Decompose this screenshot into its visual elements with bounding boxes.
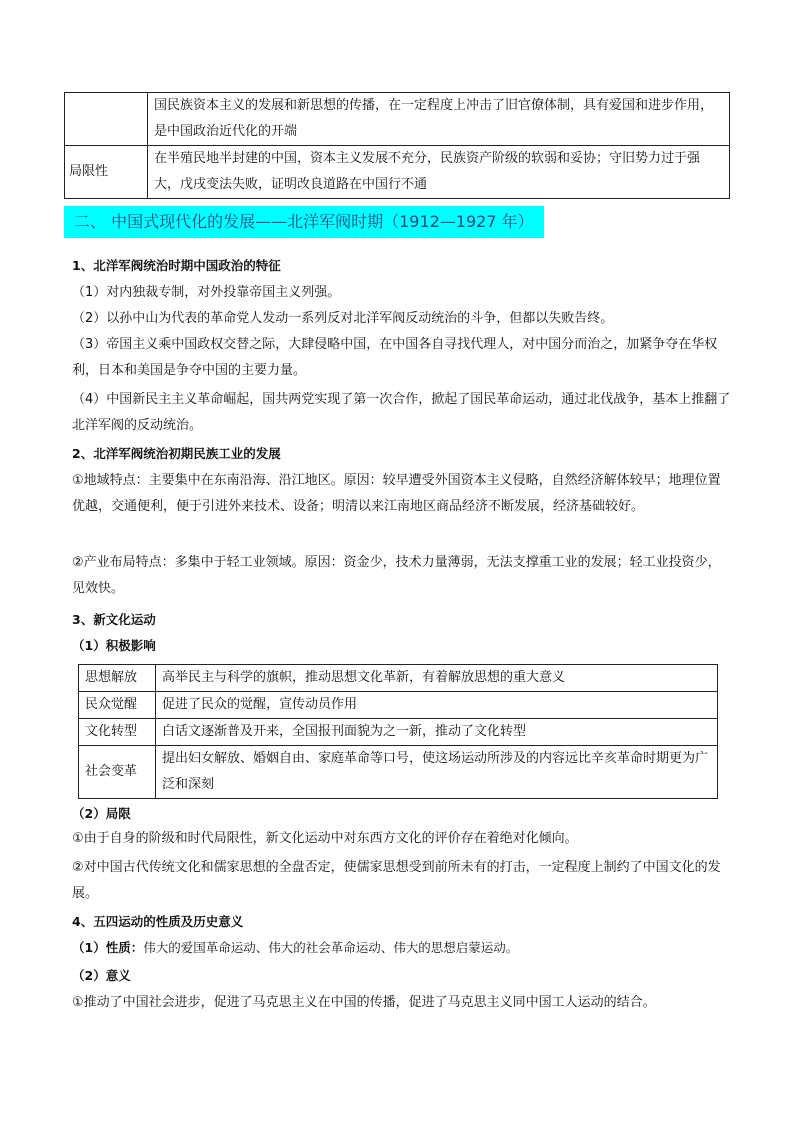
table-value-cell: 促进了民众的觉醒，宣传动员作用: [156, 692, 718, 719]
table-row: [65, 93, 730, 146]
nature-label: （1）性质：: [72, 940, 144, 955]
list-item: ②对中国古代传统文化和儒家思想的全盘否定，使儒家思想受到前所未有的打击，一定程度上制约了中国文化的发展。: [72, 860, 721, 901]
table-value-cell: 提出妇女解放、婚姻自由、家庭革命等口号，使这场运动所涉及的内容远比辛亥革命时期更为广泛和深刻: [156, 746, 718, 799]
table-row: [79, 746, 718, 799]
table-row: [79, 692, 718, 719]
table-key-cell: 局限性: [65, 146, 148, 199]
list-item: ①地域特点：主要集中在东南沿海、沿江地区。原因：较早遭受外国资本主义侵略，自然经济解体较早；地理位置优越，交通便利，便于引进外来技术、设备；明清以来江南地区商品经济不断发展，经济基础较好。: [72, 473, 721, 514]
list-item: （3）帝国主义乘中国政权交替之际，大肆侵略中国，在中国各自寻找代理人，对中国分而治之，加紧争夺在华权利，日本和美国是争夺中国的主要力量。: [72, 337, 718, 378]
table-row: [79, 719, 718, 746]
table-key-cell: 文化转型: [79, 719, 156, 746]
new-culture-impact-table: [78, 664, 718, 799]
subsection-title: 3、新文化运动: [72, 612, 156, 627]
section-heading: 二、 中国式现代化的发展——北洋军阀时期（1912—1927 年）: [64, 206, 544, 238]
list-item: ②产业布局特点：多集中于轻工业领域。原因：资金少，技术力量薄弱，无法支撑重工业的发展；轻工业投资少，见效快。: [72, 555, 721, 596]
subsection-title: 4、五四运动的性质及历史意义: [72, 914, 244, 929]
sub-heading: （2）局限: [72, 806, 131, 821]
list-item: （2）以孙中山为代表的革命党人发动一系列反对北洋军阀反动统治的斗争，但都以失败告终。: [72, 311, 614, 326]
table-key-cell: 民众觉醒: [79, 692, 156, 719]
list-item: ①由于自身的阶级和时代局限性，新文化运动中对东西方文化的评价存在着绝对化倾向。: [72, 831, 578, 846]
list-item: ①推动了中国社会进步，促进了马克思主义在中国的传播，促进了马克思主义同中国工人运动的结合。: [72, 995, 656, 1010]
subsection-title: 1、北洋军阀统治时期中国政治的特征: [72, 258, 281, 273]
table-row: [79, 665, 718, 692]
table-row: [65, 146, 730, 199]
table-value-cell: 国民族资本主义的发展和新思想的传播，在一定程度上冲击了旧官僚体制，具有爱国和进步作用，是中国政治近代化的开端: [148, 93, 730, 146]
table-key-cell: 思想解放: [79, 665, 156, 692]
table-value-cell: 白话文逐渐普及开来，全国报刊面貌为之一新，推动了文化转型: [156, 719, 718, 746]
list-item: （4）中国新民主主义革命崛起，国共两党实现了第一次合作，掀起了国民革命运动，通过北伐战争，基本上推翻了北洋军阀的反动统治。: [72, 392, 731, 433]
subsection-title: 2、北洋军阀统治初期民族工业的发展: [72, 446, 281, 461]
sub-heading: （2）意义: [72, 968, 131, 983]
table-value-cell: 在半殖民地半封建的中国，资本主义发展不充分，民族资产阶级的软弱和妥协；守旧势力过于强大，戊戌变法失败，证明改良道路在中国行不通: [148, 146, 730, 199]
reform-evaluation-table: [64, 92, 730, 199]
list-item: （1）对内独裁专制，对外投靠帝国主义列强。: [72, 285, 341, 300]
table-key-cell: [65, 93, 148, 146]
table-value-cell: 高举民主与科学的旗帜，推动思想文化革新，有着解放思想的重大意义: [156, 665, 718, 692]
nature-text: 伟大的爱国革命运动、伟大的社会革命运动、伟大的思想启蒙运动。: [143, 940, 519, 955]
table-key-cell: 社会变革: [79, 746, 156, 799]
sub-heading: [72, 938, 518, 958]
sub-heading: （1）积极影响: [72, 638, 156, 653]
